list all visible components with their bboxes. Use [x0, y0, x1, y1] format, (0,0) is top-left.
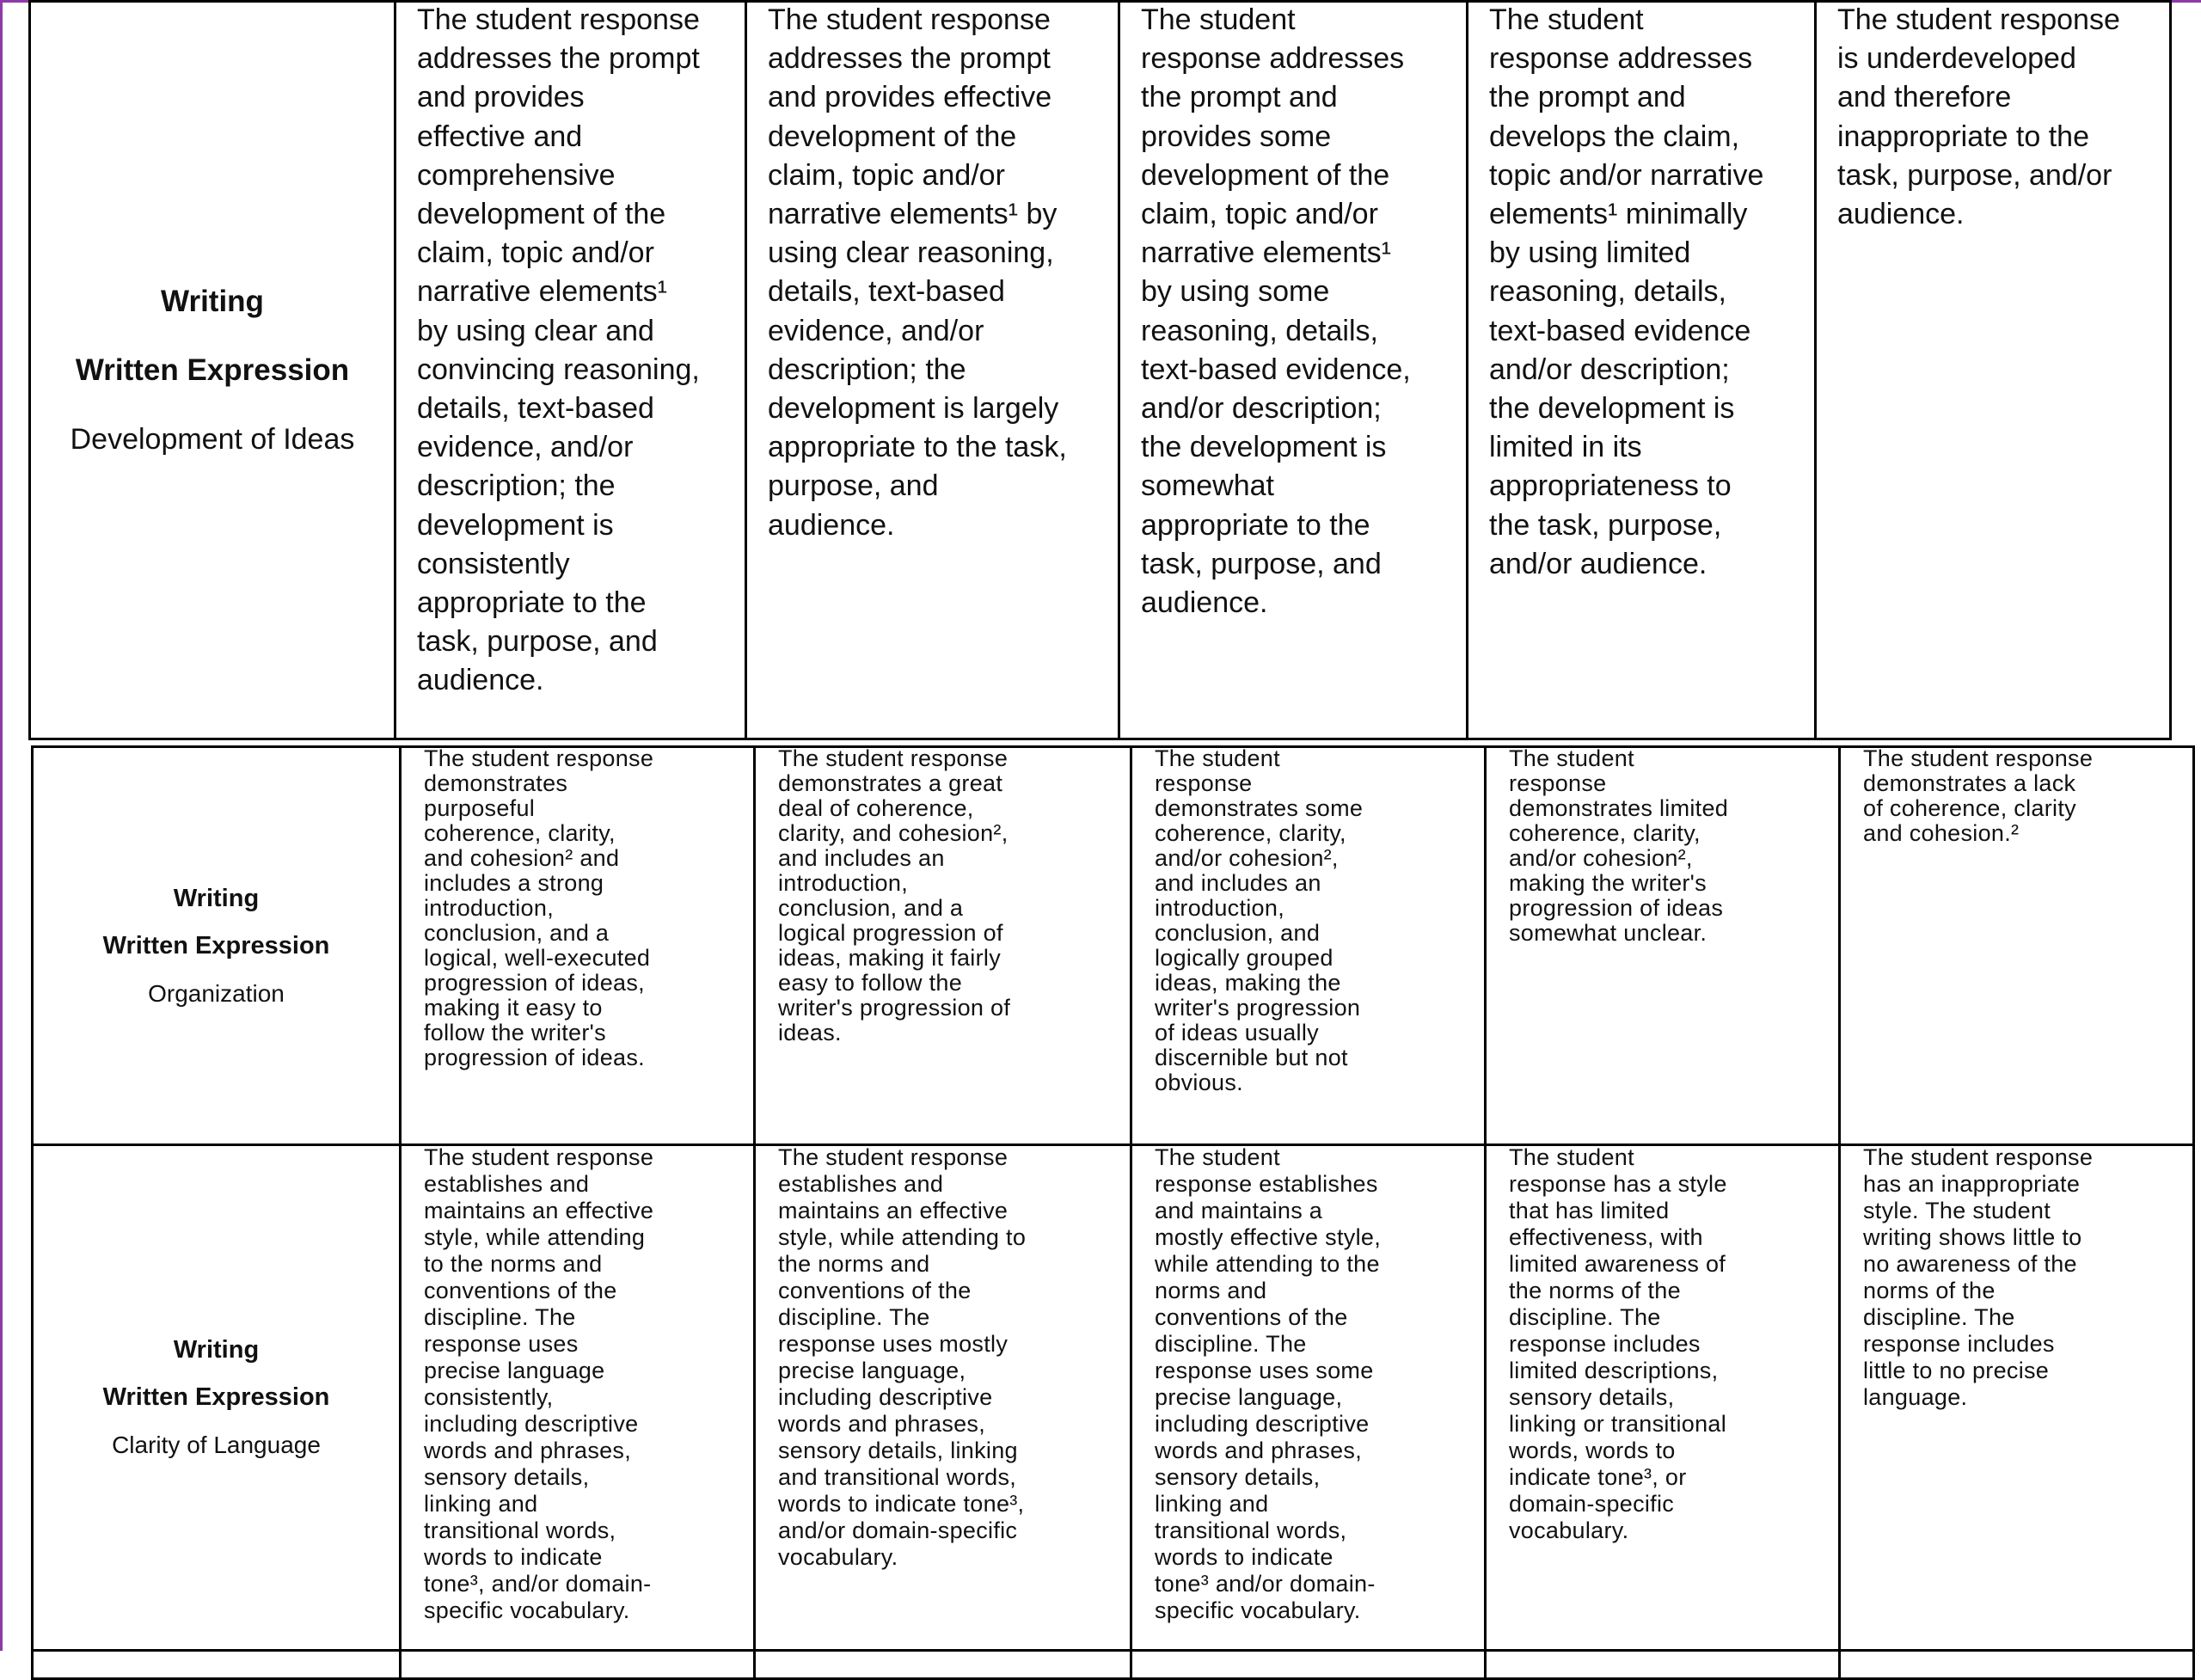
level-description: The student response addresses the prompt and provides effective development of the claim, topic and/or narrative elements¹ by using clear reasoning, details, text-based evidence, and/or description; the development is largely appropriate to the task, purpose, and audience. — [768, 3, 1067, 542]
rubric-table-organization-clarity — [31, 745, 2195, 1680]
level-description: The student response establishes and maintains an effective style, while attending to the norms and conventions of the discipline. The response uses precise language consistently, including descriptive words and phrases, sensory details, linking and transitional words, words to indicate tone³, and/or domain- specific vocabulary. — [424, 1144, 654, 1623]
score-level-cell — [1840, 1145, 2194, 1651]
criterion-name: Organization — [148, 979, 285, 1007]
level-description: The student response addresses the prompt and provides some development of the claim, topic and/or narrative elements¹ by using some reasoning, details, text-based evidence, and/or description; the development is somewhat appropriate to the task, purpose, and audience. — [1141, 3, 1411, 620]
score-level-cell — [1119, 2, 1468, 739]
score-level-cell — [401, 1145, 755, 1651]
rubric-row-organization — [33, 747, 2194, 1145]
rubric-row-next-partial — [33, 1651, 2194, 1679]
score-level-cell — [1840, 747, 2194, 1145]
score-level-cell — [1131, 747, 1486, 1145]
score-level-cell — [1486, 747, 1840, 1145]
score-level-cell — [401, 1651, 755, 1679]
level-description: The student response demonstrates purposeful coherence, clarity, and cohesion² and includes a strong introduction, conclusion, and a logical, well-executed progression of ideas, making it easy to follow the writer's progression of ideas. — [424, 745, 654, 1070]
level-description: The student response establishes and maintains a mostly effective style, while attending to the norms and conventions of the discipline. The response uses some precise language, including descriptive words and phrases, sensory details, linking and transitional words, words to indicate tone³ and/or domain- specific vocabulary. — [1155, 1144, 1381, 1623]
criterion-name: Clarity of Language — [112, 1432, 321, 1458]
score-level-cell — [755, 1651, 1131, 1679]
window-frame-left — [0, 0, 3, 1651]
rubric-table-development — [28, 0, 2172, 740]
score-level-cell — [746, 2, 1119, 739]
level-description: The student response has an inappropriate style. The student writing shows little to no awareness of the norms of the discipline. The response includes little to no precise language. — [1863, 1144, 2094, 1410]
criterion-cell — [30, 2, 395, 739]
score-level-cell — [1131, 1651, 1486, 1679]
level-description: The student response is underdeveloped and therefore inappropriate to the task, purpose, and/or audience. — [1837, 3, 2120, 231]
criterion-subcategory: Written Expression — [102, 931, 330, 960]
level-description: The student response demonstrates a lack of coherence, clarity and cohesion.² — [1863, 745, 2094, 846]
rubric-row-development — [30, 2, 2171, 739]
level-description: The student response addresses the prompt and provides effective and comprehensive development of the claim, topic and/or narrative elements¹ by using clear and convincing reasoning, details, text-based evidence, and/or description; the development is consistently appropriate to the task, purpose, and audience. — [417, 3, 700, 697]
level-description: The student response demonstrates a great deal of coherence, clarity, and cohesion², and includes an introduction, conclusion, and a logical progression of ideas, making it fairly easy to follow the writer's progression of ideas. — [778, 745, 1011, 1045]
score-level-cell — [755, 747, 1131, 1145]
score-level-cell — [1486, 1651, 1840, 1679]
score-level-cell — [1131, 1145, 1486, 1651]
criterion-cell — [33, 1651, 401, 1679]
criterion-cell — [33, 747, 401, 1145]
level-description: The student response demonstrates limited coherence, clarity, and/or cohesion², making the writer's progression of ideas somewhat unclear. — [1509, 745, 1729, 946]
criterion-category: Writing — [173, 1336, 260, 1364]
rubric-row-clarity — [33, 1145, 2194, 1651]
score-level-cell — [395, 2, 746, 739]
criterion-subcategory: Written Expression — [102, 1383, 330, 1411]
criterion-category: Writing — [161, 284, 264, 318]
score-level-cell — [1840, 1651, 2194, 1679]
score-level-cell — [755, 1145, 1131, 1651]
score-level-cell — [1486, 1145, 1840, 1651]
score-level-cell — [1468, 2, 1816, 739]
criterion-cell — [33, 1145, 401, 1651]
criterion-category: Writing — [173, 884, 260, 912]
score-level-cell — [401, 747, 755, 1145]
criterion-subcategory: Written Expression — [75, 353, 350, 387]
level-description: The student response establishes and maintains an effective style, while attending to the norms and conventions of the discipline. The response uses mostly precise language, including descriptive words and phrases, sensory details, linking and transitional words, words to indicate tone³, and/or domain-specific vocabulary. — [778, 1144, 1027, 1570]
level-description: The student response addresses the prompt and develops the claim, topic and/or narrative elements¹ minimally by using limited reasoning, details, text-based evidence and/or description; the development is limited in its appropriateness to the task, purpose, and/or audience. — [1489, 3, 1764, 580]
level-description: The student response has a style that has limited effectiveness, with limited awareness of the norms of the discipline. The response includes limited descriptions, sensory details, linking or transitional words, words to indicate tone³, or domain-specific vocabulary. — [1509, 1144, 1727, 1543]
level-description: The student response demonstrates some coherence, clarity, and/or cohesion², and includes an introduction, conclusion, and logically grouped ideas, making the writer's progression of ideas usually discernible but not obvious. — [1155, 745, 1364, 1095]
score-level-cell — [1816, 2, 2171, 739]
criterion-name: Development of Ideas — [70, 422, 355, 456]
